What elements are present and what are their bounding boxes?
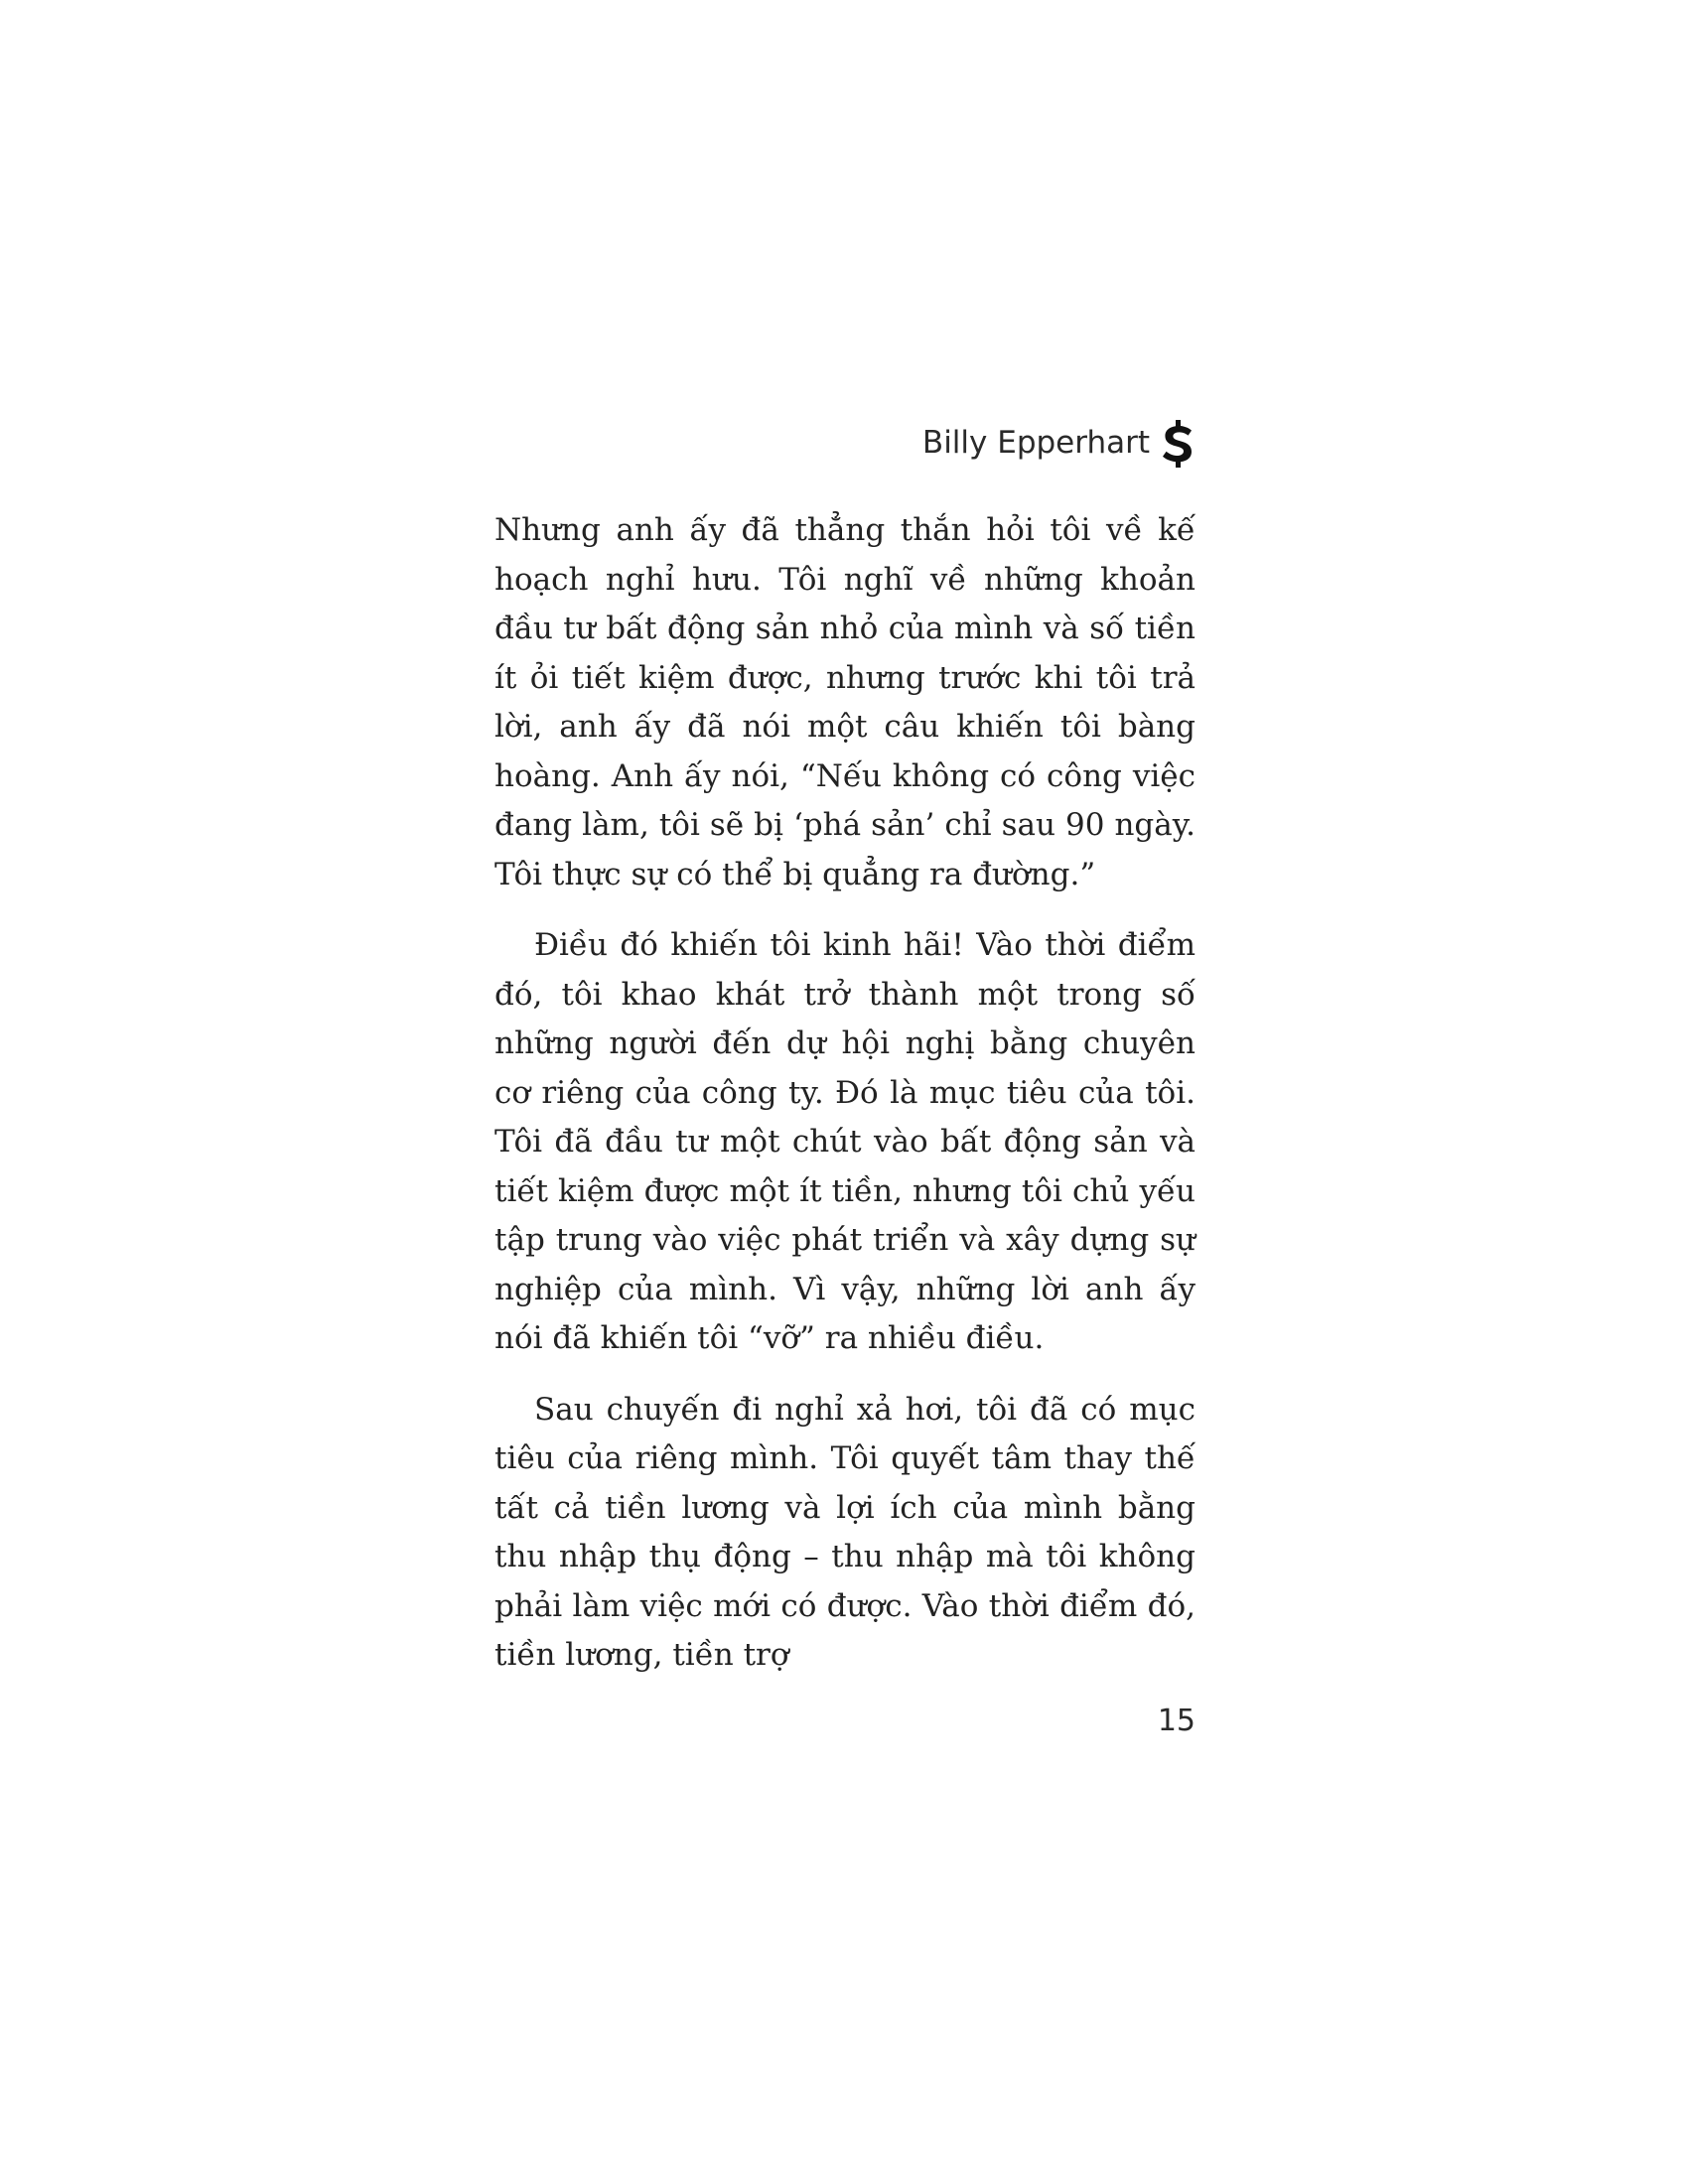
author-name: Billy Epperhart xyxy=(921,425,1150,461)
body-text xyxy=(494,506,1196,1703)
running-header xyxy=(922,415,1196,471)
page-number: 15 xyxy=(1157,1704,1196,1738)
paragraph-1: Nhưng anh ấy đã thẳng thắn hỏi tôi về kế hoạch nghỉ hưu. Tôi nghĩ về những khoản đầu tư bất động sản nhỏ của mình và số tiền ít ỏi tiết kiệm được, nhưng trước khi tôi trả lời, anh ấy đã nói một câu khiến tôi bàng hoàng. Anh ấy nói, “Nếu không có công việc đang làm, tôi sẽ bị ‘phá sản’ chỉ sau 90 ngày. Tôi thực sự có thể bị quẳng ra đường.” xyxy=(494,512,1196,892)
dollar-sign-icon xyxy=(1160,418,1196,468)
paragraph-3: Sau chuyến đi nghỉ xả hơi, tôi đã có mục tiêu của riêng mình. Tôi quyết tâm thay thế tất cả tiền lương và lợi ích của mình bằng thu nhập thụ động – thu nhập mà tôi không phải làm việc mới có được. Vào thời điểm đó, tiền lương, tiền trợ xyxy=(494,1391,1196,1673)
paragraph-2: Điều đó khiến tôi kinh hãi! Vào thời điểm đó, tôi khao khát trở thành một trong số những người đến dự hội nghị bằng chuyên cơ riêng của công ty. Đó là mục tiêu của tôi. Tôi đã đầu tư một chút vào bất động sản và tiết kiệm được một ít tiền, nhưng tôi chủ yếu tập trung vào việc phát triển và xây dựng sự nghiệp của mình. Vì vậy, những lời anh ấy nói đã khiến tôi “vỡ” ra nhiều điều. xyxy=(494,927,1196,1356)
